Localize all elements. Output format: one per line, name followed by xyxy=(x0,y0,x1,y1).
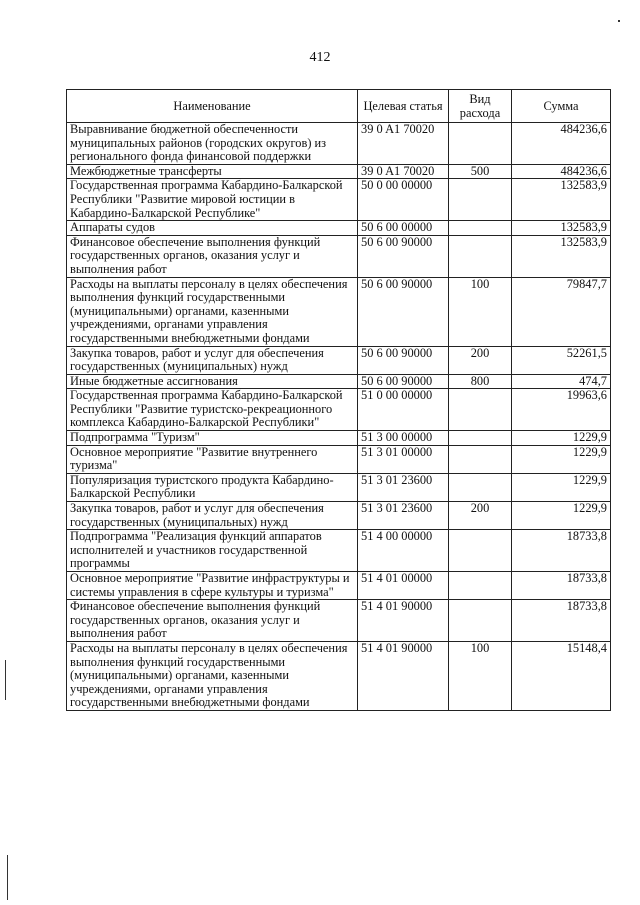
table-row xyxy=(67,179,611,221)
cell-name: Выравнивание бюджетной обеспеченности муниципальных районов (городских округов) из регионального фонда финансовой поддержки xyxy=(67,123,358,165)
scan-mark xyxy=(7,855,8,900)
table-row xyxy=(67,445,611,473)
cell-name: Расходы на выплаты персоналу в целях обеспечения выполнения функций государственными (муниципальными) органами, казенными учреждениями, органами управления государственными внебюджетными фондами xyxy=(67,277,358,346)
header-target: Целевая статья xyxy=(358,90,449,123)
cell-target: 51 3 00 00000 xyxy=(358,431,449,446)
cell-sum: 484236,6 xyxy=(512,164,611,179)
cell-target: 50 6 00 90000 xyxy=(358,374,449,389)
cell-target: 51 4 01 90000 xyxy=(358,600,449,642)
table-row xyxy=(67,389,611,431)
cell-target: 51 4 01 00000 xyxy=(358,572,449,600)
table-row xyxy=(67,473,611,501)
cell-name: Основное мероприятие "Развитие внутреннего туризма" xyxy=(67,445,358,473)
table-row xyxy=(67,123,611,165)
cell-sum: 18733,8 xyxy=(512,572,611,600)
table-row xyxy=(67,235,611,277)
table-row xyxy=(67,502,611,530)
cell-type: 200 xyxy=(449,502,512,530)
cell-name: Государственная программа Кабардино-Балкарской Республики "Развитие туристско-рекреационного комплекса Кабардино-Балкарской Республики" xyxy=(67,389,358,431)
table-row xyxy=(67,164,611,179)
cell-name: Основное мероприятие "Развитие инфраструктуры и системы управления в сфере культуры и туризма" xyxy=(67,572,358,600)
scan-mark xyxy=(618,20,620,22)
cell-name: Подпрограмма "Реализация функций аппаратов исполнителей и участников государственной программы xyxy=(67,530,358,572)
cell-target: 50 0 00 00000 xyxy=(358,179,449,221)
cell-target: 51 3 01 23600 xyxy=(358,502,449,530)
table-row xyxy=(67,431,611,446)
cell-name: Популяризация туристского продукта Кабардино-Балкарской Республики xyxy=(67,473,358,501)
cell-target: 50 6 00 00000 xyxy=(358,221,449,236)
scan-mark xyxy=(5,660,6,700)
table-row xyxy=(67,346,611,374)
cell-name: Аппараты судов xyxy=(67,221,358,236)
cell-type: 500 xyxy=(449,164,512,179)
cell-target: 50 6 00 90000 xyxy=(358,235,449,277)
cell-target: 39 0 A1 70020 xyxy=(358,164,449,179)
table-row xyxy=(67,530,611,572)
cell-type xyxy=(449,600,512,642)
cell-type: 200 xyxy=(449,346,512,374)
cell-type xyxy=(449,123,512,165)
table-header-row xyxy=(67,90,611,123)
cell-target: 39 0 A1 70020 xyxy=(358,123,449,165)
cell-sum: 18733,8 xyxy=(512,600,611,642)
cell-type xyxy=(449,473,512,501)
cell-type xyxy=(449,179,512,221)
cell-type xyxy=(449,221,512,236)
cell-sum: 18733,8 xyxy=(512,530,611,572)
cell-name: Финансовое обеспечение выполнения функций государственных органов, оказания услуг и выполнения работ xyxy=(67,235,358,277)
cell-target: 51 4 01 90000 xyxy=(358,641,449,710)
table-row xyxy=(67,641,611,710)
cell-type xyxy=(449,572,512,600)
header-name: Наименование xyxy=(67,90,358,123)
cell-target: 51 4 00 00000 xyxy=(358,530,449,572)
table-row xyxy=(67,221,611,236)
cell-target: 50 6 00 90000 xyxy=(358,277,449,346)
cell-sum: 1229,9 xyxy=(512,502,611,530)
cell-name: Иные бюджетные ассигнования xyxy=(67,374,358,389)
cell-name: Финансовое обеспечение выполнения функций государственных органов, оказания услуг и выполнения работ xyxy=(67,600,358,642)
cell-name: Подпрограмма "Туризм" xyxy=(67,431,358,446)
table-row xyxy=(67,277,611,346)
table-row xyxy=(67,572,611,600)
cell-name: Расходы на выплаты персоналу в целях обеспечения выполнения функций государственными (муниципальными) органами, казенными учреждениями, органами управления государственными внебюджетными фондами xyxy=(67,641,358,710)
cell-sum: 15148,4 xyxy=(512,641,611,710)
cell-sum: 132583,9 xyxy=(512,221,611,236)
cell-sum: 484236,6 xyxy=(512,123,611,165)
cell-type xyxy=(449,530,512,572)
cell-type xyxy=(449,431,512,446)
cell-target: 51 3 01 23600 xyxy=(358,473,449,501)
cell-sum: 1229,9 xyxy=(512,473,611,501)
cell-sum: 1229,9 xyxy=(512,431,611,446)
cell-sum: 132583,9 xyxy=(512,179,611,221)
cell-sum: 1229,9 xyxy=(512,445,611,473)
cell-type xyxy=(449,389,512,431)
cell-name: Закупка товаров, работ и услуг для обеспечения государственных (муниципальных) нужд xyxy=(67,346,358,374)
cell-name: Государственная программа Кабардино-Балкарской Республики "Развитие мировой юстиции в Кабардино-Балкарской Республике" xyxy=(67,179,358,221)
cell-target: 50 6 00 90000 xyxy=(358,346,449,374)
cell-sum: 19963,6 xyxy=(512,389,611,431)
cell-type: 800 xyxy=(449,374,512,389)
table-row xyxy=(67,600,611,642)
cell-sum: 79847,7 xyxy=(512,277,611,346)
page-number: 412 xyxy=(309,50,331,65)
cell-type: 100 xyxy=(449,641,512,710)
cell-target: 51 3 01 00000 xyxy=(358,445,449,473)
cell-type xyxy=(449,235,512,277)
cell-type: 100 xyxy=(449,277,512,346)
table-row xyxy=(67,374,611,389)
cell-name: Межбюджетные трансферты xyxy=(67,164,358,179)
cell-sum: 52261,5 xyxy=(512,346,611,374)
cell-name: Закупка товаров, работ и услуг для обеспечения государственных (муниципальных) нужд xyxy=(67,502,358,530)
budget-table xyxy=(66,89,611,711)
cell-type xyxy=(449,445,512,473)
header-sum: Сумма xyxy=(512,90,611,123)
cell-sum: 132583,9 xyxy=(512,235,611,277)
header-type: Вид расхода xyxy=(449,90,512,123)
cell-target: 51 0 00 00000 xyxy=(358,389,449,431)
cell-sum: 474,7 xyxy=(512,374,611,389)
